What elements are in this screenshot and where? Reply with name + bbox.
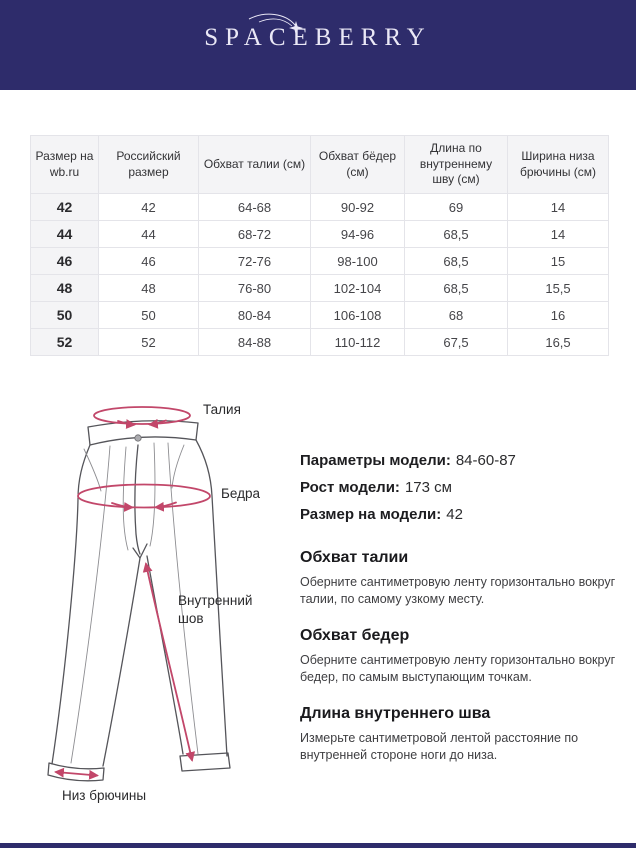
model-parameters-label: Параметры модели: bbox=[300, 452, 451, 469]
table-cell: 106-108 bbox=[311, 302, 405, 329]
table-cell: 15,5 bbox=[508, 275, 609, 302]
table-cell: 52 bbox=[99, 329, 199, 356]
waist-instruction-section bbox=[300, 548, 620, 608]
hem-measure-arrow bbox=[56, 772, 97, 776]
model-size-line bbox=[300, 501, 620, 528]
inseam-label: Внутренний шов bbox=[178, 593, 253, 627]
table-cell: 98-100 bbox=[311, 248, 405, 275]
measurement-info-column bbox=[300, 447, 620, 782]
table-cell: 90-92 bbox=[311, 194, 405, 221]
model-size-value: 42 bbox=[446, 506, 463, 523]
table-cell: 76-80 bbox=[199, 275, 311, 302]
table-cell: 110-112 bbox=[311, 329, 405, 356]
column-header: Обхват бёдер (см) bbox=[311, 136, 405, 194]
section-heading: Обхват талии bbox=[300, 549, 409, 566]
table-cell: 16,5 bbox=[508, 329, 609, 356]
column-header: Российский размер bbox=[99, 136, 199, 194]
column-header: Обхват талии (см) bbox=[199, 136, 311, 194]
section-heading: Длина внутреннего шва bbox=[300, 704, 491, 722]
section-body: Оберните сантиметровую ленту горизонтально вокруг талии, по самому узкому месту. bbox=[300, 575, 616, 607]
table-cell: 50 bbox=[99, 302, 199, 329]
table-row bbox=[31, 221, 609, 248]
table-row bbox=[31, 329, 609, 356]
table-cell: 48 bbox=[99, 275, 199, 302]
hips-instruction-section bbox=[300, 626, 620, 686]
size-cell: 42 bbox=[31, 194, 99, 221]
table-cell: 68,5 bbox=[405, 248, 508, 275]
model-height-line bbox=[300, 474, 620, 501]
column-header: Ширина низа брючины (см) bbox=[508, 136, 609, 194]
table-cell: 64-68 bbox=[199, 194, 311, 221]
section-heading: Обхват бедер bbox=[300, 626, 410, 644]
section-body: Оберните сантиметровую ленту горизонтально вокруг бедер, по самым выступающим точкам. bbox=[300, 653, 616, 684]
table-row bbox=[31, 275, 609, 302]
table-row bbox=[31, 248, 609, 275]
size-cell: 44 bbox=[31, 221, 99, 248]
hips-label: Бедра bbox=[221, 486, 260, 501]
model-height-value: 173 см bbox=[404, 479, 452, 496]
model-parameters-value: 84-60-87 bbox=[455, 452, 516, 469]
model-size-label: Размер на модели: bbox=[300, 506, 442, 523]
table-cell: 14 bbox=[508, 221, 609, 248]
table-cell: 15 bbox=[508, 248, 609, 275]
table-header-row bbox=[31, 136, 609, 194]
model-parameters-line bbox=[300, 447, 620, 474]
table-cell: 68,5 bbox=[405, 275, 508, 302]
brand-logo: SPACEBERRY bbox=[204, 24, 432, 51]
table-cell: 42 bbox=[99, 194, 199, 221]
size-cell: 46 bbox=[31, 248, 99, 275]
table-cell: 84-88 bbox=[199, 329, 311, 356]
table-cell: 46 bbox=[99, 248, 199, 275]
table-cell: 14 bbox=[508, 194, 609, 221]
hip-measure-ellipse bbox=[78, 485, 210, 508]
hem-label: Низ брючины bbox=[62, 788, 147, 803]
table-cell: 68 bbox=[405, 302, 508, 329]
table-cell: 94-96 bbox=[311, 221, 405, 248]
table-cell: 69 bbox=[405, 194, 508, 221]
size-cell: 48 bbox=[31, 275, 99, 302]
column-header: Длина по внутреннему шву (см) bbox=[405, 136, 508, 194]
table-cell: 68,5 bbox=[405, 221, 508, 248]
footer-accent-bar bbox=[0, 843, 636, 848]
inseam-instruction-section bbox=[300, 704, 620, 764]
model-height-label: Рост модели: bbox=[300, 479, 400, 496]
size-cell: 52 bbox=[31, 329, 99, 356]
size-cell: 50 bbox=[31, 302, 99, 329]
size-table bbox=[30, 135, 608, 356]
table-cell: 80-84 bbox=[199, 302, 311, 329]
table-cell: 67,5 bbox=[405, 329, 508, 356]
table-cell: 68-72 bbox=[199, 221, 311, 248]
table-row bbox=[31, 194, 609, 221]
table-row bbox=[31, 302, 609, 329]
brand-header-bar bbox=[0, 0, 636, 90]
table-cell: 72-76 bbox=[199, 248, 311, 275]
column-header: Размер на wb.ru bbox=[31, 136, 99, 194]
section-body: Измерьте сантиметровой лентой расстояние по внутренней стороне ноги до низа. bbox=[300, 731, 579, 762]
table-cell: 44 bbox=[99, 221, 199, 248]
button-detail bbox=[135, 435, 141, 441]
table-cell: 16 bbox=[508, 302, 609, 329]
table-cell: 102-104 bbox=[311, 275, 405, 302]
waist-label: Талия bbox=[203, 402, 241, 417]
